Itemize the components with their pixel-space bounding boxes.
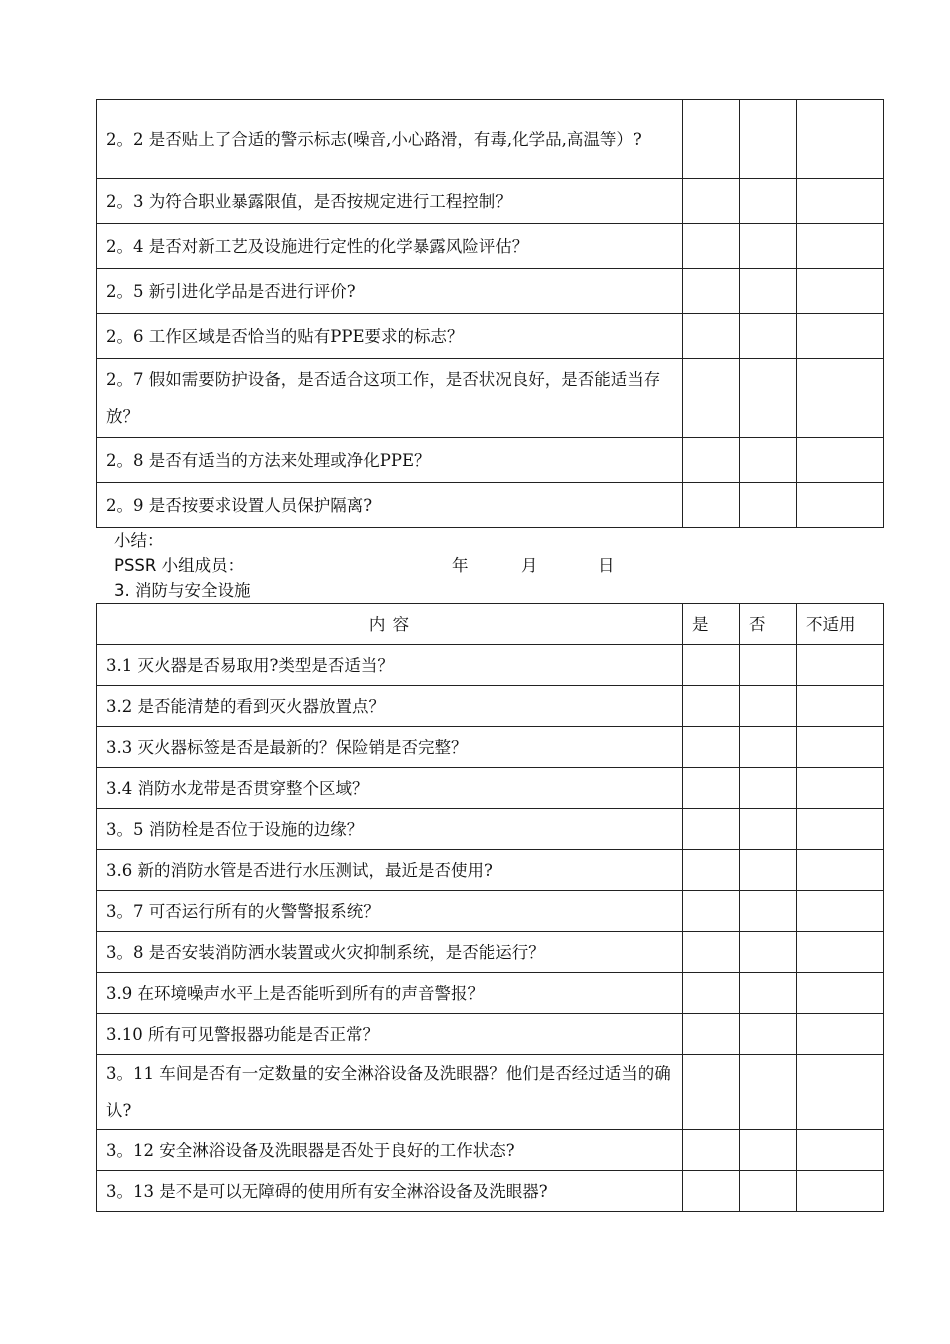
yes-checkbox-cell[interactable] (683, 1014, 740, 1055)
yes-checkbox-cell[interactable] (683, 891, 740, 932)
yes-checkbox-cell[interactable] (683, 269, 740, 314)
item-text: 2。4 是否对新工艺及设施进行定性的化学暴露风险评估？ (97, 224, 683, 269)
no-checkbox-cell[interactable] (740, 269, 797, 314)
section-2-checklist-table (96, 99, 884, 528)
no-checkbox-cell[interactable] (740, 1055, 797, 1130)
item-text: 2。5 新引进化学品是否进行评价? (97, 269, 683, 314)
summary-label: 小结： (114, 531, 164, 550)
no-checkbox-cell[interactable] (740, 100, 797, 179)
header-yes: 是 (683, 604, 740, 645)
month-label: 月 (521, 556, 538, 575)
na-checkbox-cell[interactable] (797, 359, 884, 438)
yes-checkbox-cell[interactable] (683, 1171, 740, 1212)
header-no: 否 (740, 604, 797, 645)
item-text: 2。3 为符合职业暴露限值，是否按规定进行工程控制？ (97, 179, 683, 224)
item-text: 2。6 工作区域是否恰当的贴有PPE要求的标志？ (97, 314, 683, 359)
na-checkbox-cell[interactable] (797, 645, 884, 686)
table-row (97, 686, 884, 727)
year-label: 年 (452, 556, 469, 575)
no-checkbox-cell[interactable] (740, 891, 797, 932)
table-row (97, 224, 884, 269)
table-row (97, 1014, 884, 1055)
item-text: 3.2 是否能清楚的看到灭火器放置点？ (97, 686, 683, 727)
na-checkbox-cell[interactable] (797, 727, 884, 768)
no-checkbox-cell[interactable] (740, 645, 797, 686)
item-text: 3。12 安全淋浴设备及洗眼器是否处于良好的工作状态? (97, 1130, 683, 1171)
table-row (97, 891, 884, 932)
table-row (97, 727, 884, 768)
na-checkbox-cell[interactable] (797, 269, 884, 314)
table-row (97, 1055, 884, 1130)
table-row (97, 269, 884, 314)
no-checkbox-cell[interactable] (740, 314, 797, 359)
item-text: 3.1 灭火器是否易取用?类型是否适当？ (97, 645, 683, 686)
item-text: 3。11 车间是否有一定数量的安全淋浴设备及洗眼器？他们是否经过适当的确认? (97, 1055, 683, 1130)
na-checkbox-cell[interactable] (797, 891, 884, 932)
section-3-title: 3. 消防与安全设施 (114, 581, 251, 600)
item-text: 3.9 在环境噪声水平上是否能听到所有的声音警报？ (97, 973, 683, 1014)
na-checkbox-cell[interactable] (797, 314, 884, 359)
table-row (97, 809, 884, 850)
table-row (97, 359, 884, 438)
item-text: 3。7 可否运行所有的火警警报系统？ (97, 891, 683, 932)
yes-checkbox-cell[interactable] (683, 179, 740, 224)
table-row (97, 314, 884, 359)
yes-checkbox-cell[interactable] (683, 645, 740, 686)
no-checkbox-cell[interactable] (740, 1014, 797, 1055)
day-label: 日 (598, 556, 615, 575)
table-header-row (97, 604, 884, 645)
yes-checkbox-cell[interactable] (683, 1130, 740, 1171)
yes-checkbox-cell[interactable] (683, 768, 740, 809)
pssr-members-label: PSSR 小组成员： (114, 556, 245, 575)
section-3-checklist-table (96, 603, 884, 1212)
no-checkbox-cell[interactable] (740, 359, 797, 438)
na-checkbox-cell[interactable] (797, 809, 884, 850)
table-row (97, 1130, 884, 1171)
na-checkbox-cell[interactable] (797, 483, 884, 528)
yes-checkbox-cell[interactable] (683, 932, 740, 973)
item-text: 3。8 是否安装消防洒水装置或火灾抑制系统，是否能运行？ (97, 932, 683, 973)
item-text: 2。2 是否贴上了合适的警示标志(噪音,小心路滑，有毒,化学品,高温等）? (97, 100, 683, 179)
table-row (97, 438, 884, 483)
yes-checkbox-cell[interactable] (683, 809, 740, 850)
na-checkbox-cell[interactable] (797, 973, 884, 1014)
item-text: 3。5 消防栓是否位于设施的边缘？ (97, 809, 683, 850)
yes-checkbox-cell[interactable] (683, 483, 740, 528)
no-checkbox-cell[interactable] (740, 224, 797, 269)
na-checkbox-cell[interactable] (797, 932, 884, 973)
header-na: 不适用 (797, 604, 884, 645)
yes-checkbox-cell[interactable] (683, 727, 740, 768)
table-row (97, 932, 884, 973)
na-checkbox-cell[interactable] (797, 1130, 884, 1171)
no-checkbox-cell[interactable] (740, 727, 797, 768)
table-row (97, 179, 884, 224)
table-row (97, 1171, 884, 1212)
yes-checkbox-cell[interactable] (683, 438, 740, 483)
yes-checkbox-cell[interactable] (683, 100, 740, 179)
na-checkbox-cell[interactable] (797, 1014, 884, 1055)
no-checkbox-cell[interactable] (740, 438, 797, 483)
item-text: 2。8 是否有适当的方法来处理或净化PPE？ (97, 438, 683, 483)
item-text: 3.10 所有可见警报器功能是否正常？ (97, 1014, 683, 1055)
item-text: 2。9 是否按要求设置人员保护隔离? (97, 483, 683, 528)
no-checkbox-cell[interactable] (740, 686, 797, 727)
no-checkbox-cell[interactable] (740, 1130, 797, 1171)
no-checkbox-cell[interactable] (740, 483, 797, 528)
table-row (97, 850, 884, 891)
no-checkbox-cell[interactable] (740, 850, 797, 891)
na-checkbox-cell[interactable] (797, 100, 884, 179)
na-checkbox-cell[interactable] (797, 1055, 884, 1130)
table-row (97, 483, 884, 528)
item-text: 2。7 假如需要防护设备，是否适合这项工作，是否状况良好，是否能适当存放？ (97, 359, 683, 438)
table-row (97, 768, 884, 809)
na-checkbox-cell[interactable] (797, 438, 884, 483)
yes-checkbox-cell[interactable] (683, 314, 740, 359)
no-checkbox-cell[interactable] (740, 809, 797, 850)
table-row (97, 100, 884, 179)
item-text: 3。13 是不是可以无障碍的使用所有安全淋浴设备及洗眼器? (97, 1171, 683, 1212)
table-row (97, 645, 884, 686)
no-checkbox-cell[interactable] (740, 1171, 797, 1212)
yes-checkbox-cell[interactable] (683, 1055, 740, 1130)
item-text: 3.6 新的消防水管是否进行水压测试，最近是否使用? (97, 850, 683, 891)
yes-checkbox-cell[interactable] (683, 359, 740, 438)
yes-checkbox-cell[interactable] (683, 224, 740, 269)
na-checkbox-cell[interactable] (797, 224, 884, 269)
no-checkbox-cell[interactable] (740, 768, 797, 809)
header-content: 内 容 (97, 604, 683, 645)
item-text: 3.4 消防水龙带是否贯穿整个区域？ (97, 768, 683, 809)
item-text: 3.3 灭火器标签是否是最新的？保险销是否完整？ (97, 727, 683, 768)
na-checkbox-cell[interactable] (797, 768, 884, 809)
yes-checkbox-cell[interactable] (683, 686, 740, 727)
na-checkbox-cell[interactable] (797, 686, 884, 727)
no-checkbox-cell[interactable] (740, 973, 797, 1014)
no-checkbox-cell[interactable] (740, 932, 797, 973)
na-checkbox-cell[interactable] (797, 1171, 884, 1212)
na-checkbox-cell[interactable] (797, 179, 884, 224)
table-row (97, 973, 884, 1014)
yes-checkbox-cell[interactable] (683, 850, 740, 891)
yes-checkbox-cell[interactable] (683, 973, 740, 1014)
na-checkbox-cell[interactable] (797, 850, 884, 891)
no-checkbox-cell[interactable] (740, 179, 797, 224)
